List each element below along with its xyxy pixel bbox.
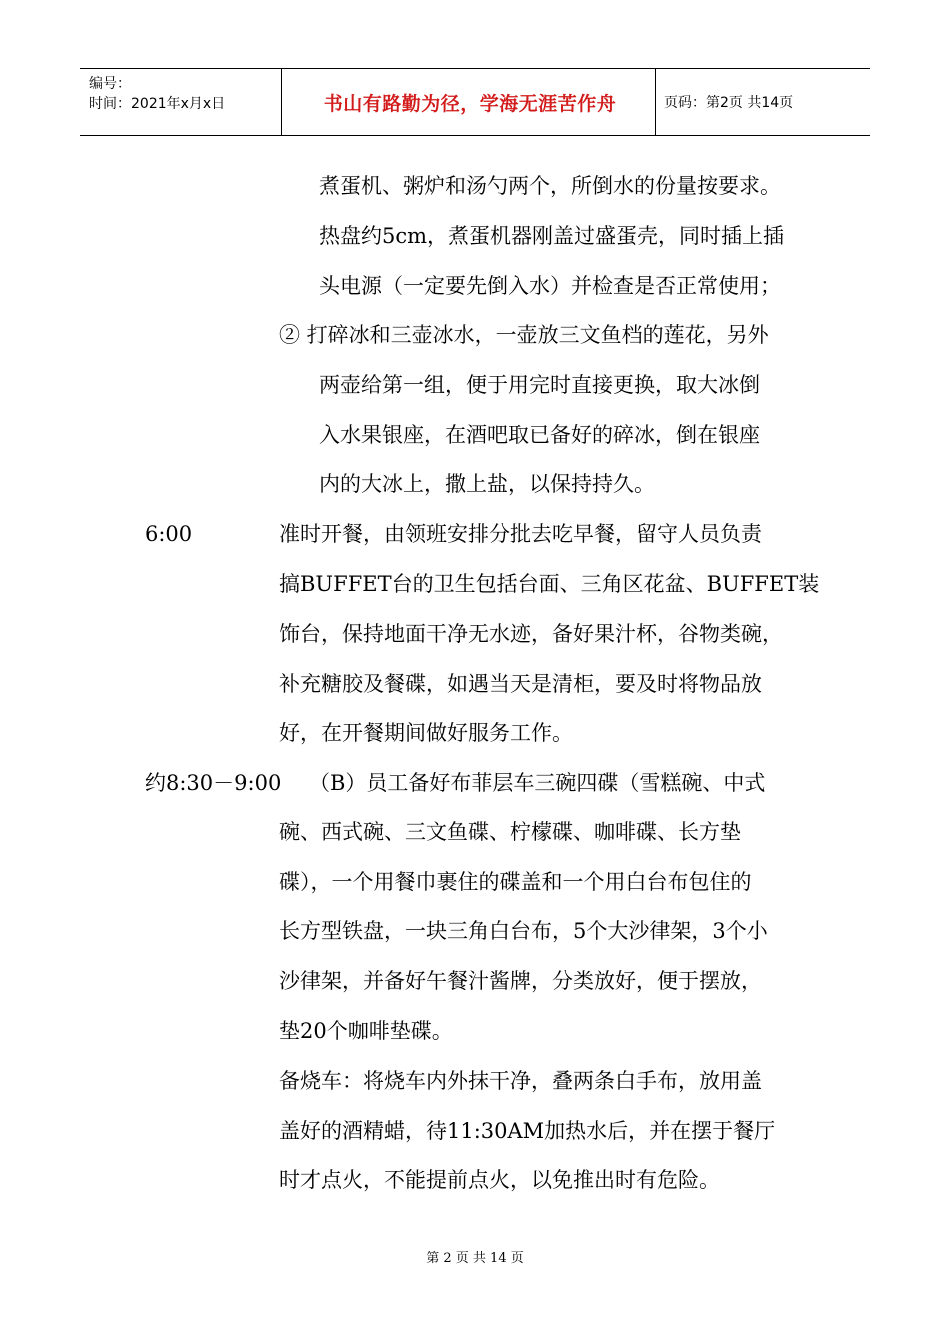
schedule-time: 6:00 bbox=[145, 522, 193, 546]
schedule-time: 约8:30－9:00 bbox=[145, 771, 282, 795]
body-line: 好，在开餐期间做好服务工作。 bbox=[279, 721, 573, 745]
body-line: 长方型铁盘，一块三角白台布，5个大沙律架，3个小 bbox=[279, 919, 768, 943]
body-line: （B）员工备好布菲层车三碗四碟（雪糕碗、中式 bbox=[309, 771, 766, 795]
page-footer: 第 2 页 共 14 页 bbox=[426, 1251, 524, 1266]
body-line: 时才点火，不能提前点火，以免推出时有危险。 bbox=[279, 1168, 720, 1192]
body-line: 头电源（一定要先倒入水）并检查是否正常使用； bbox=[319, 274, 781, 298]
body-line: 补充糖胶及餐碟，如遇当天是清柜，要及时将物品放 bbox=[279, 672, 762, 696]
body-line: 煮蛋机、粥炉和汤勺两个，所倒水的份量按要求。 bbox=[319, 174, 781, 198]
body-line: 沙律架，并备好午餐汁酱牌，分类放好，便于摆放， bbox=[279, 969, 762, 993]
body-line: 垫20个咖啡垫碟。 bbox=[279, 1019, 453, 1043]
header-divider bbox=[281, 69, 282, 135]
body-line: 盖好的酒精蜡，待11:30AM加热水后，并在摆于餐厅 bbox=[279, 1119, 776, 1143]
header-motto: 书山有路勤为径，学海无涯苦作舟 bbox=[323, 92, 617, 115]
body-line: 备烧车：将烧车内外抹干净，叠两条白手布，放用盖 bbox=[279, 1069, 762, 1093]
body-line: 搞BUFFET台的卫生包括台面、三角区花盆、BUFFET装 bbox=[279, 572, 820, 596]
body-line: 饰台，保持地面干净无水迹，备好果汁杯，谷物类碗， bbox=[279, 622, 783, 646]
header-info bbox=[89, 74, 279, 114]
page-header bbox=[80, 68, 870, 136]
body-line: 两壶给第一组，便于用完时直接更换，取大冰倒 bbox=[319, 373, 760, 397]
body-line: 准时开餐，由领班安排分批去吃早餐，留守人员负责 bbox=[279, 522, 762, 546]
header-page-number: 页码：第2页 共14页 bbox=[664, 95, 794, 111]
document-date-label: 时间：2021年x月x日 bbox=[89, 96, 226, 112]
body-line: 内的大冰上，撒上盐，以保持持久。 bbox=[319, 472, 655, 496]
header-divider bbox=[655, 69, 656, 135]
body-line: 热盘约5cm，煮蛋机器刚盖过盛蛋壳，同时插上插 bbox=[319, 224, 785, 248]
body-line: 碟），一个用餐巾裹住的碟盖和一个用白台布包住的 bbox=[279, 870, 752, 894]
body-line: ② 打碎冰和三壶冰水，一壶放三文鱼档的莲花，另外 bbox=[279, 323, 769, 347]
document-number-label: 编号： bbox=[89, 76, 131, 92]
body-line: 碗、西式碗、三文鱼碟、柠檬碟、咖啡碟、长方垫 bbox=[279, 820, 741, 844]
body-line: 入水果银座，在酒吧取已备好的碎冰，倒在银座 bbox=[319, 423, 760, 447]
